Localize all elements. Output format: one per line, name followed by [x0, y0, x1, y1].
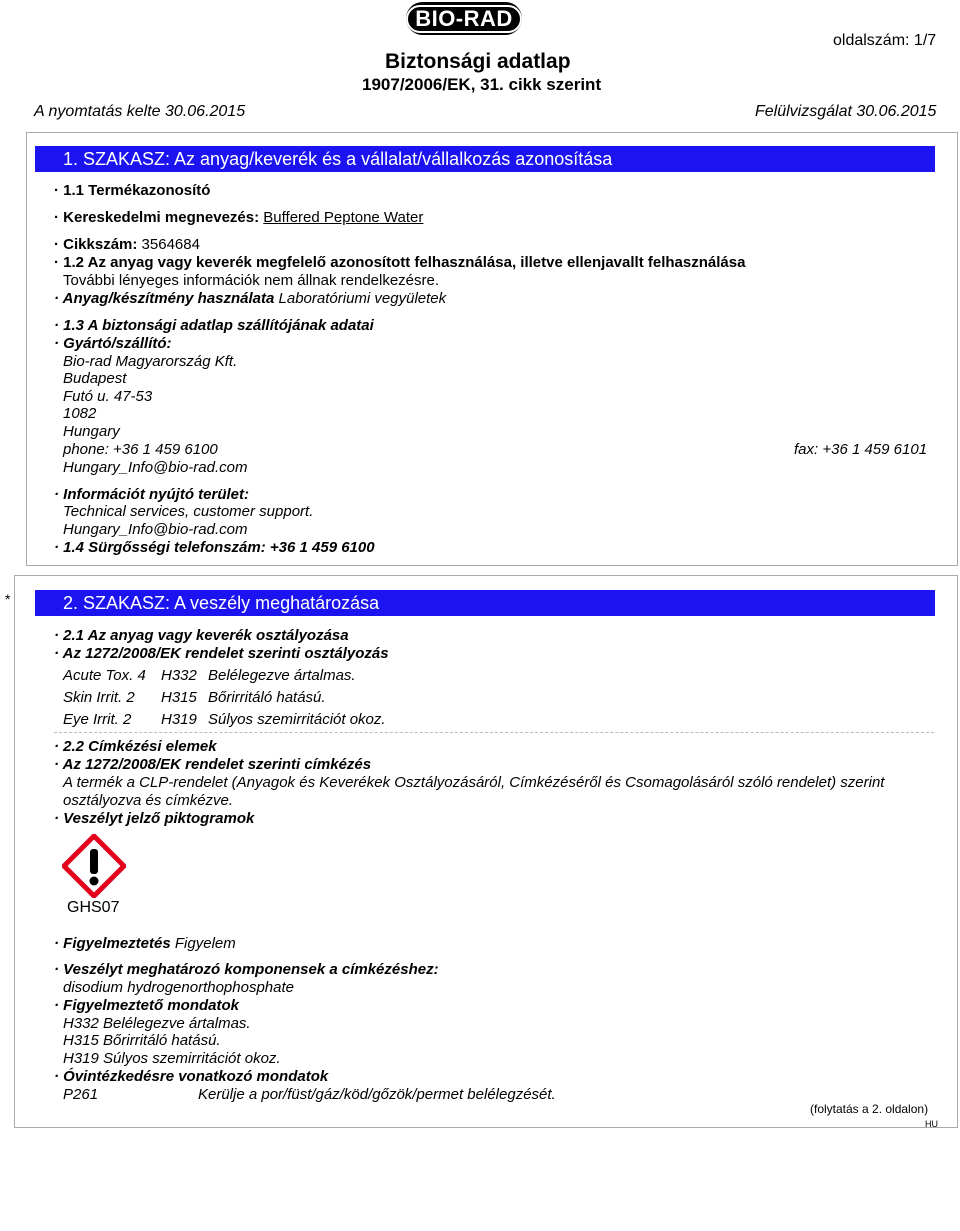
section-2-title: 2. SZAKASZ: A veszély meghatározása — [35, 590, 935, 616]
trade-name-label: · Kereskedelmi megnevezés: — [54, 209, 260, 226]
manufacturer-label: · Gyártó/szállító: — [54, 335, 172, 352]
s2-label-elements: · 2.2 Címkézési elemek — [54, 738, 217, 755]
material-use-value: Laboratóriumi vegyületek — [278, 290, 447, 307]
precaution-code: P261 — [63, 1086, 99, 1103]
signal-word-label: · Figyelmeztetés — [54, 935, 171, 952]
document-title: Biztonsági adatlap — [385, 50, 571, 73]
article-number-label: · Cikkszám: — [54, 236, 138, 253]
ghs07-label: GHS07 — [67, 899, 120, 916]
class-code: H332 — [161, 667, 197, 684]
hazard-statement: H315 Bőrirritáló hatású. — [63, 1032, 221, 1049]
continuation-note: (folytatás a 2. oldalon) — [810, 1102, 929, 1116]
class-code: H319 — [161, 711, 197, 728]
s2-classification-reg: · Az 1272/2008/EK rendelet szerinti osztályozás — [54, 645, 389, 662]
change-marker: * — [5, 591, 11, 607]
hazard-statements-label: · Figyelmeztető mondatok — [54, 997, 240, 1014]
signal-word-value: Figyelem — [174, 935, 236, 952]
class-cls: Acute Tox. 4 — [63, 667, 146, 684]
divider — [54, 732, 934, 733]
components-value: disodium hydrogenorthophosphate — [63, 979, 294, 996]
s1-uses: · 1.2 Az anyag vagy keverék megfelelő azonosított felhasználása, illetve ellenjavallt felhasználása — [54, 254, 746, 271]
material-use-row — [54, 290, 446, 307]
print-date: A nyomtatás kelte 30.06.2015 — [34, 103, 246, 120]
address-line: Hungary — [63, 423, 120, 440]
hazard-statement: H332 Belélegezve ártalmas. — [63, 1015, 251, 1032]
bio-rad-logo: BIO-RAD — [406, 2, 522, 35]
info-area-line: Hungary_Info@bio-rad.com — [63, 521, 248, 538]
class-text: Súlyos szemirritációt okoz. — [208, 711, 386, 728]
s1-supplier-heading: · 1.3 A biztonsági adatlap szállítójának adatai — [54, 317, 374, 334]
s1-product-id: · 1.1 Termékazonosító — [54, 182, 211, 199]
s2-classification: · 2.1 Az anyag vagy keverék osztályozása — [54, 627, 349, 644]
address-line: Futó u. 47-53 — [63, 388, 153, 405]
page-number: oldalszám: 1/7 — [833, 32, 937, 49]
class-text: Bőrirritáló hatású. — [208, 689, 326, 706]
class-cls: Eye Irrit. 2 — [63, 711, 132, 728]
class-code: H315 — [161, 689, 197, 706]
components-label: · Veszélyt meghatározó komponensek a címkézéshez: — [54, 961, 439, 978]
emergency-phone: · 1.4 Sürgősségi telefonszám: +36 1 459 6100 — [54, 539, 375, 556]
info-area-label: · Információt nyújtó terület: — [54, 486, 249, 503]
info-area-line: Technical services, customer support. — [63, 503, 314, 520]
precaution-text: Kerülje a por/füst/gáz/köd/gőzök/permet belélegzését. — [198, 1086, 556, 1103]
article-number-row — [54, 236, 200, 253]
clp-statement-cont: osztályozva és címkézve. — [63, 792, 234, 809]
address-line: Budapest — [63, 370, 127, 387]
language-code: HU — [925, 1119, 938, 1129]
ghs07-exclamation-icon — [62, 834, 126, 898]
s2-labelling-reg: · Az 1272/2008/EK rendelet szerinti címkézés — [54, 756, 372, 773]
document-subtitle: 1907/2006/EK, 31. cikk szerint — [362, 75, 602, 94]
trade-name-row — [54, 209, 423, 226]
phone-number: phone: +36 1 459 6100 — [63, 441, 218, 458]
address-line: Bio-rad Magyarország Kft. — [63, 353, 238, 370]
precaution-label: · Óvintézkedésre vonatkozó mondatok — [54, 1068, 329, 1085]
clp-statement: A termék a CLP-rendelet (Anyagok és Keverékek Osztályozásáról, Címkézéséről és Csomagolásáról szóló rendelet) szerint — [63, 774, 885, 791]
article-number-value: 3564684 — [141, 236, 200, 253]
pictogram-label: · Veszélyt jelző piktogramok — [54, 810, 255, 827]
class-text: Belélegezve ártalmas. — [208, 667, 356, 684]
trade-name-value: Buffered Peptone Water — [263, 209, 424, 226]
revision-date: Felülvizsgálat 30.06.2015 — [755, 103, 937, 120]
class-cls: Skin Irrit. 2 — [63, 689, 135, 706]
signal-word-row — [54, 935, 236, 952]
material-use-label: · Anyag/készítmény használata — [54, 290, 275, 307]
address-line: 1082 — [63, 405, 97, 422]
email-address: Hungary_Info@bio-rad.com — [63, 459, 248, 476]
section-1-title: 1. SZAKASZ: Az anyag/keverék és a vállalat/vállalkozás azonosítása — [35, 146, 935, 172]
fax-number: fax: +36 1 459 6101 — [794, 441, 928, 458]
hazard-statement: H319 Súlyos szemirritációt okoz. — [63, 1050, 281, 1067]
s1-uses-info: További lényeges információk nem állnak rendelkezésre. — [63, 272, 440, 289]
